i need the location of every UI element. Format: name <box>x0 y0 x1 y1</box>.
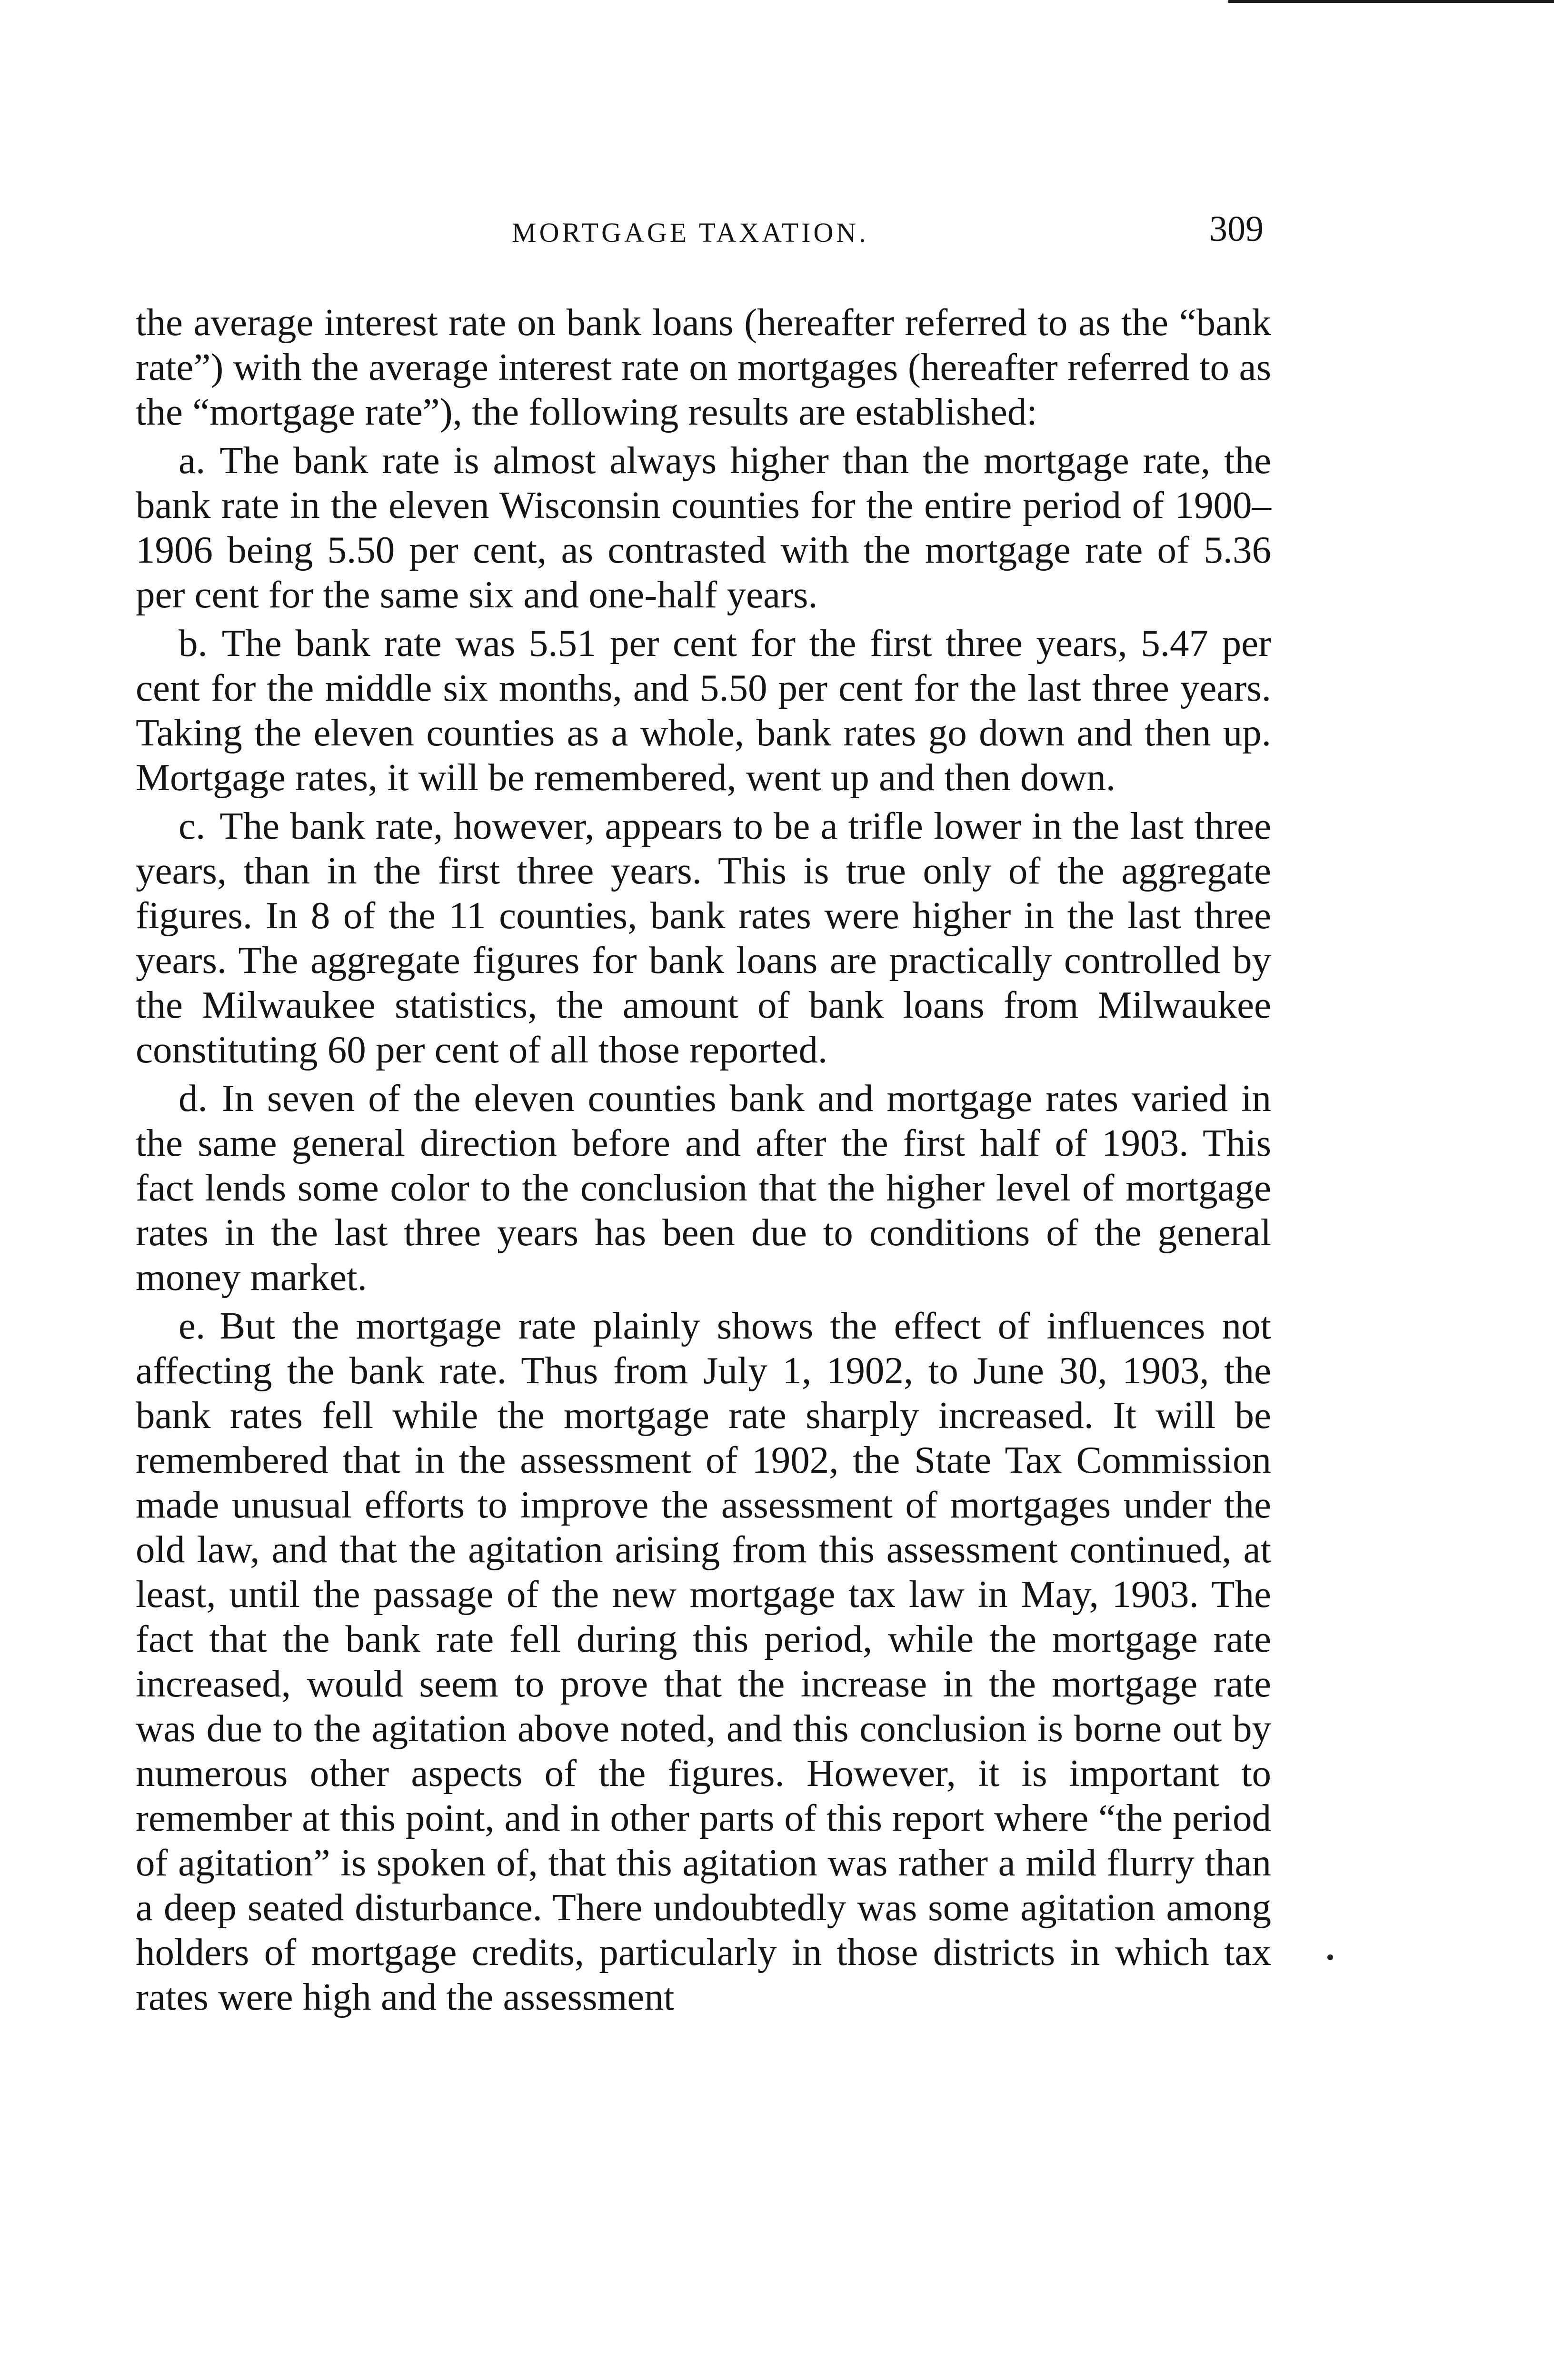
paragraph-a <box>136 438 1271 617</box>
paragraph-marker: c. <box>179 804 206 847</box>
paragraph-text: But the mortgage rate plainly shows the effect of influences not affecting the bank rate. Thus from July 1, 1902, to June 30, 1903, the bank rates fell while the mortgage rate sharply increased. It will be remembered that in the assessment of 1902, the State Tax Commission made unusual efforts to improve the assessment of mortgages under the old law, and that the agitation arising from this assessment continued, at least, until the passage of the new mortgage tax law in May, 1903. The fact that the bank rate fell during this period, while the mortgage rate increased, would seem to prove that the increase in the mortgage rate was due to the agitation above noted, and this conclusion is borne out by numerous other aspects of the figures. However, it is important to remember at this point, and in other parts of this report where “the period of agitation” is spoken of, that this agitation was rather a mild flurry than a deep seated disturbance. There undoubtedly was some agitation among holders of mortgage credits, particularly in those districts in which tax rates were high and the assessment <box>136 1304 1271 2018</box>
paragraph-c <box>136 803 1271 1072</box>
paragraph-text: The bank rate, however, appears to be a trifle lower in the last three years, than in the first three years. This is true only of the aggregate figures. In 8 of the 11 counties, bank rates were higher in the last three years. The aggregate figures for bank loans are practically controlled by the Milwaukee statistics, the amount of bank loans from Milwaukee constituting 60 per cent of all those reported. <box>136 804 1271 1071</box>
paragraph-text: In seven of the eleven counties bank and mortgage rates varied in the same general direction before and after the first half of 1903. This fact lends some color to the conclusion that the higher level of mortgage rates in the last three years has been due to conditions of the general money market. <box>136 1077 1271 1299</box>
margin-speck <box>1327 1954 1333 1960</box>
paragraph-marker: d. <box>179 1077 208 1120</box>
paragraph-b <box>136 621 1271 800</box>
running-head: MORTGAGE TAXATION. <box>512 217 869 248</box>
paragraph-text: The bank rate was 5.51 per cent for the first three years, 5.47 per cent for the middle six months, and 5.50 per cent for the last three years. Taking the eleven counties as a whole, bank rates go down and then up. Mortgage rates, it will be remembered, went up and then down. <box>136 622 1271 799</box>
paragraph-marker: e. <box>179 1304 206 1347</box>
paragraph-text: the average interest rate on bank loans (hereafter referred to as the “bank rate”) with the average interest rate on mortgages (hereafter referred to as the “mortgage rate”), the following results are established: <box>136 301 1271 433</box>
body-text <box>136 300 1271 2023</box>
paragraph-marker: a. <box>179 439 206 482</box>
top-edge-rule <box>1228 0 1554 3</box>
paragraph-d <box>136 1076 1271 1299</box>
paragraph-text: The bank rate is almost always higher than the mortgage rate, the bank rate in the eleven Wisconsin counties for the entire period of 1900–1906 being 5.50 per cent, as contrasted with the mortgage rate of 5.36 per cent for the same six and one-half years. <box>136 439 1271 616</box>
page-number: 309 <box>1209 209 1264 249</box>
paragraph-intro <box>136 300 1271 434</box>
paragraph-marker: b. <box>179 622 208 664</box>
paragraph-e <box>136 1303 1271 2019</box>
